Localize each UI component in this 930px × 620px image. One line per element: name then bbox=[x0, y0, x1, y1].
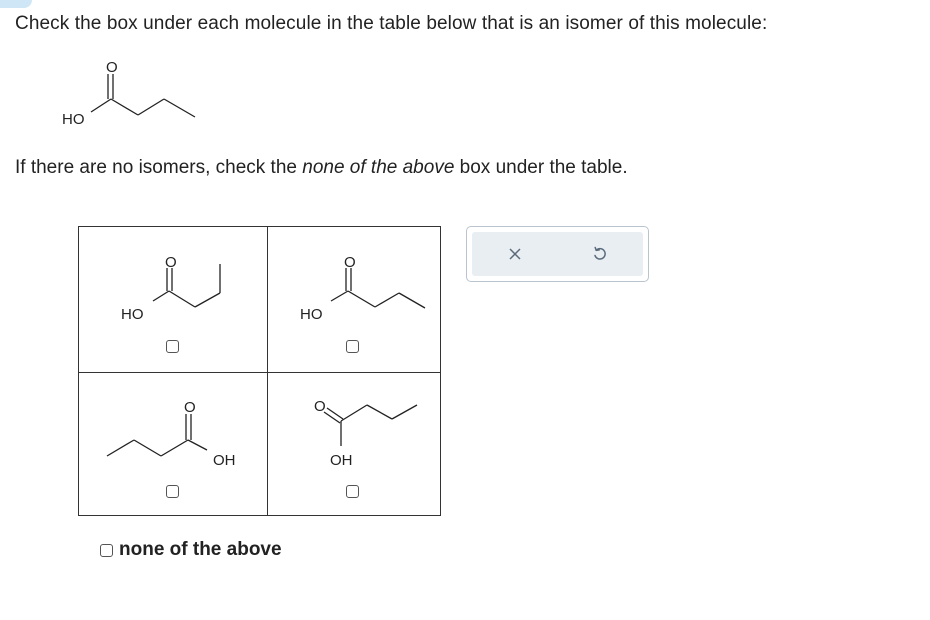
choice-checkbox-1[interactable] bbox=[166, 340, 179, 353]
bond bbox=[91, 99, 111, 112]
choice-checkbox-3[interactable] bbox=[166, 485, 179, 498]
hydroxyl-label: HO bbox=[62, 111, 85, 128]
answer-tools-panel bbox=[466, 226, 649, 282]
bond bbox=[195, 293, 220, 307]
hydroxyl-label: OH bbox=[330, 452, 353, 469]
bond bbox=[331, 291, 348, 301]
oxygen-label: O bbox=[165, 254, 177, 271]
choice-molecule-3 bbox=[99, 395, 259, 475]
double-bond bbox=[327, 408, 343, 419]
question-text: Check the box under each molecule in the table below that is an isomer of this molecule: bbox=[15, 13, 768, 34]
answer-tools-bar bbox=[472, 232, 643, 276]
choice-molecule-2 bbox=[295, 251, 445, 331]
instruction-emphasis: none of the above bbox=[302, 157, 455, 178]
oxygen-label: O bbox=[344, 254, 356, 271]
bond bbox=[375, 293, 399, 307]
instruction-after: box under the table. bbox=[454, 157, 628, 178]
instruction-before: If there are no isomers, check the bbox=[15, 157, 303, 178]
bond bbox=[367, 405, 392, 419]
clear-button[interactable] bbox=[495, 236, 535, 272]
bond bbox=[399, 293, 425, 308]
bond bbox=[161, 440, 188, 456]
x-icon bbox=[508, 247, 522, 261]
choice-molecule-1 bbox=[109, 251, 259, 331]
bond bbox=[153, 291, 169, 301]
hydroxyl-label: HO bbox=[121, 306, 144, 323]
oxygen-label: O bbox=[106, 59, 118, 76]
bond bbox=[134, 440, 161, 456]
answer-table bbox=[78, 226, 441, 516]
bond bbox=[392, 405, 417, 419]
choice-checkbox-4[interactable] bbox=[346, 485, 359, 498]
bond bbox=[169, 291, 195, 307]
oxygen-label: O bbox=[184, 399, 196, 416]
choice-molecule-4 bbox=[295, 395, 445, 475]
corner-tab bbox=[0, 0, 32, 8]
bond bbox=[188, 440, 207, 450]
bond bbox=[107, 440, 134, 456]
undo-icon bbox=[592, 246, 608, 262]
none-of-the-above-label: none of the above bbox=[119, 539, 282, 560]
bond bbox=[111, 99, 138, 115]
hydroxyl-label: OH bbox=[213, 452, 236, 469]
reset-button[interactable] bbox=[580, 236, 620, 272]
instruction-text bbox=[15, 157, 628, 179]
double-bond bbox=[324, 412, 340, 423]
bond bbox=[138, 99, 164, 115]
table-divider bbox=[267, 227, 268, 515]
hydroxyl-label: HO bbox=[300, 306, 323, 323]
none-of-the-above-option[interactable] bbox=[100, 539, 282, 561]
bond bbox=[341, 405, 367, 421]
choice-checkbox-2[interactable] bbox=[346, 340, 359, 353]
none-of-the-above-checkbox[interactable] bbox=[100, 544, 113, 557]
bond bbox=[348, 291, 375, 307]
table-divider bbox=[79, 372, 440, 373]
oxygen-label: O bbox=[314, 398, 326, 415]
bond bbox=[164, 99, 195, 117]
target-molecule bbox=[55, 56, 205, 136]
